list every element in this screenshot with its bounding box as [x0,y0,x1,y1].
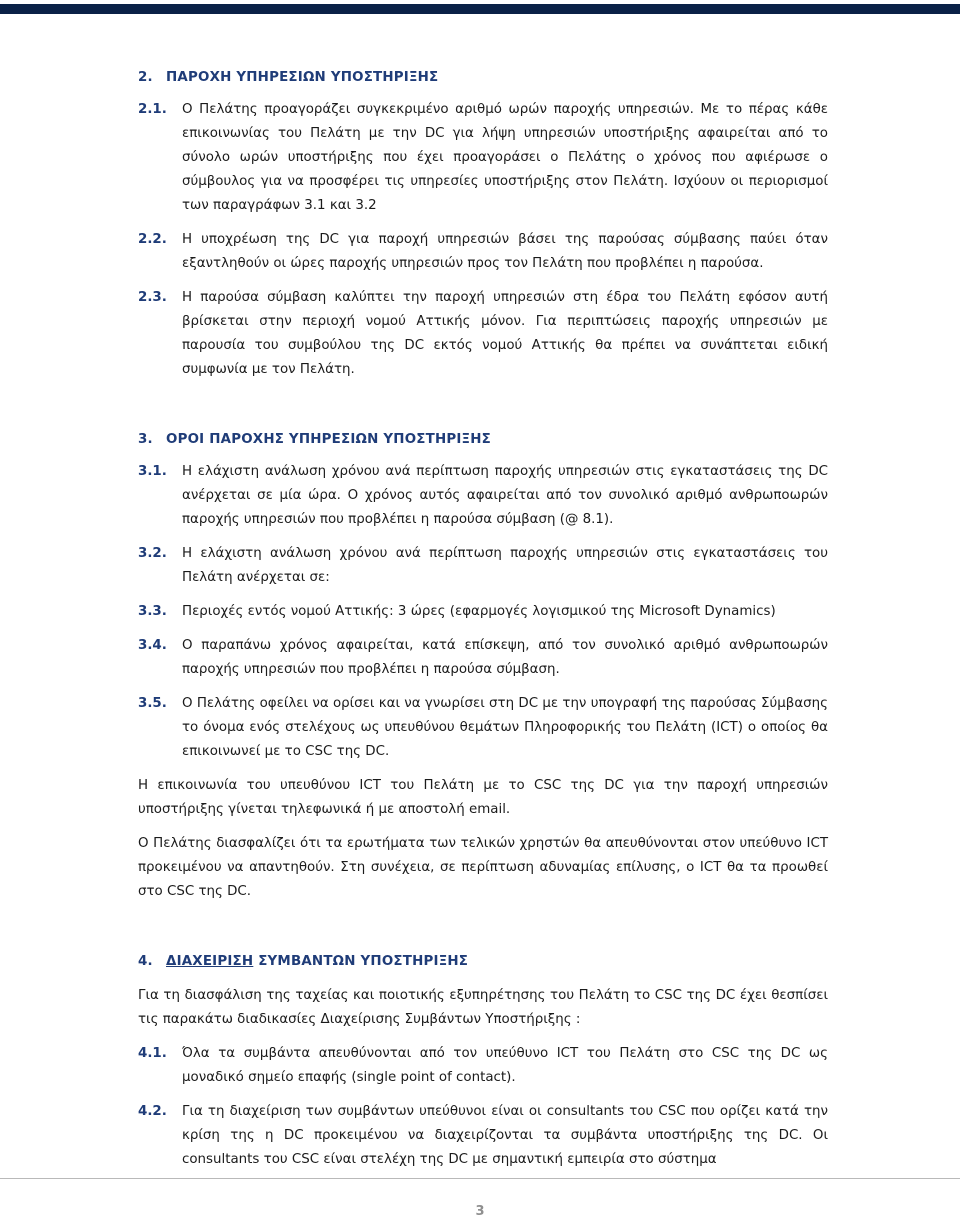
section-4-heading [138,950,828,974]
clause-number: 3.3. [138,604,167,619]
clause-number: 2.3. [138,290,167,305]
clause-3-3 [138,600,828,624]
clause-text: Για τη διαχείριση των συμβάντων υπεύθυνοι είναι οι consultants του CSC που ορίζει κατά την κρίση της η DC προκειμένου να διαχειρίζονται τα συμβάντα υποστήριξης της DC. Οι consultants του CSC είναι στελέχη της DC με σημαντική εμπειρία στο σύστημα [182,1104,828,1167]
clause-3-1 [138,460,828,532]
clause-text: Ο Πελάτης οφείλει να ορίσει και να γνωρίσει στη DC με την υπογραφή της παρούσας Σύμβασης το όνομα ενός στελέχους ως υπευθύνου θεμάτων Πληροφορικής του Πελάτη (ICT) ο οποίος θα επικοινωνεί με το CSC της DC. [182,696,828,759]
section-number: 2. [138,70,153,85]
clause-number: 3.5. [138,696,167,711]
section-4-intro: Για τη διασφάλιση της ταχείας και ποιοτικής εξυπηρέτησης του Πελάτη το CSC της DC έχει θεσπίσει τις παρακάτω διαδικασίες Διαχείρισης Συμβάντων Υποστήριξης : [138,988,828,1027]
top-rule [0,4,960,14]
clause-text: Η ελάχιστη ανάλωση χρόνου ανά περίπτωση παροχής υπηρεσιών στις εγκαταστάσεις της DC ανέρχεται σε μία ώρα. Ο χρόνος αυτός αφαιρείται από τον συνολικό αριθμό ανθρωποωρών παροχής υπηρεσιών που προβλέπει η παρούσα σύμβαση (@ 8.1). [182,464,828,527]
clause-number: 2.1. [138,102,167,117]
clause-text: Όλα τα συμβάντα απευθύνονται από τον υπεύθυνο ICT του Πελάτη στο CSC της DC ως μοναδικό σημείο επαφής (single point of contact). [182,1046,828,1085]
section-number: 3. [138,432,153,447]
clause-text: Ο Πελάτης προαγοράζει συγκεκριμένο αριθμό ωρών παροχής υπηρεσιών. Με το πέρας κάθε επικοινωνίας του Πελάτη με την DC για λήψη υπηρεσιών υποστήριξης αφαιρείται από το σύνολο ωρών υποστήριξης που έχει προαγοράσει ο Πελάτης ο χρόνος που αφιέρωσε ο σύμβουλος για να προσφέρει τις υπηρεσίες υποστήριξης στον Πελάτη. Ισχύουν οι περιορισμοί των παραγράφων 3.1 και 3.2 [182,102,828,213]
clause-4-2 [138,1100,828,1172]
section-title: ΠΑΡΟΧΗ ΥΠΗΡΕΣΙΩΝ ΥΠΟΣΤΗΡΙΞΗΣ [166,70,439,85]
clause-text: Ο παραπάνω χρόνος αφαιρείται, κατά επίσκεψη, από τον συνολικό αριθμό ανθρωποωρών παροχής υπηρεσιών που προβλέπει η παρούσα σύμβαση. [182,638,828,677]
clause-text: Η παρούσα σύμβαση καλύπτει την παροχή υπηρεσιών στη έδρα του Πελάτη εφόσον αυτή βρίσκεται στην περιοχή νομού Αττικής μόνον. Για περιπτώσεις παροχής υπηρεσιών με παρουσία του συμβούλου της DC εκτός νομού Αττικής θα πρέπει να συνάπτεται ειδική συμφωνία με τον Πελάτη. [182,290,828,377]
page-number: 3 [475,1204,485,1219]
clause-number: 3.1. [138,464,167,479]
clause-2-1 [138,98,828,218]
clause-number: 3.2. [138,546,167,561]
document-body [138,66,828,1172]
section-number: 4. [138,954,153,969]
section-title-underlined: ΔΙΑΧΕΙΡΙΣΗ [166,954,254,969]
clause-4-1 [138,1042,828,1090]
clause-3-2 [138,542,828,590]
clause-number: 4.1. [138,1046,167,1061]
clause-number: 3.4. [138,638,167,653]
paragraph-ict-communication: Η επικοινωνία του υπευθύνου ICT του Πελάτη με το CSC της DC για την παροχή υπηρεσιών υποστήριξης γίνεται τηλεφωνικά ή με αποστολή email. [138,778,828,817]
clause-text: Περιοχές εντός νομού Αττικής: 3 ώρες (εφαρμογές λογισμικού της Microsoft Dynamics) [182,604,776,619]
clause-3-5 [138,692,828,764]
section-3-heading [138,428,828,452]
clause-text: Η υποχρέωση της DC για παροχή υπηρεσιών βάσει της παρούσας σύμβασης παύει όταν εξαντληθούν οι ώρες παροχής υπηρεσιών προς τον Πελάτη που προβλέπει η παρούσα. [182,232,828,271]
clause-text: Η ελάχιστη ανάλωση χρόνου ανά περίπτωση παροχής υπηρεσιών στις εγκαταστάσεις του Πελάτη ανέρχεται σε: [182,546,828,585]
footer-rule [0,1178,960,1179]
clause-2-3 [138,286,828,382]
clause-3-4 [138,634,828,682]
clause-2-2 [138,228,828,276]
clause-number: 2.2. [138,232,167,247]
section-2-heading [138,66,828,90]
section-title: ΟΡΟΙ ΠΑΡΟΧΗΣ ΥΠΗΡΕΣΙΩΝ ΥΠΟΣΤΗΡΙΞΗΣ [166,432,491,447]
paragraph-ict-assurance: Ο Πελάτης διασφαλίζει ότι τα ερωτήματα των τελικών χρηστών θα απευθύνονται στον υπεύθυνο ICT προκειμένου να απαντηθούν. Στη συνέχεια, σε περίπτωση αδυναμίας επίλυσης, ο ICT θα τα προωθεί στο CSC της DC. [138,836,828,899]
clause-number: 4.2. [138,1104,167,1119]
section-title-rest: ΣΥΜΒΑΝΤΩΝ ΥΠΟΣΤΗΡΙΞΗΣ [253,954,469,969]
